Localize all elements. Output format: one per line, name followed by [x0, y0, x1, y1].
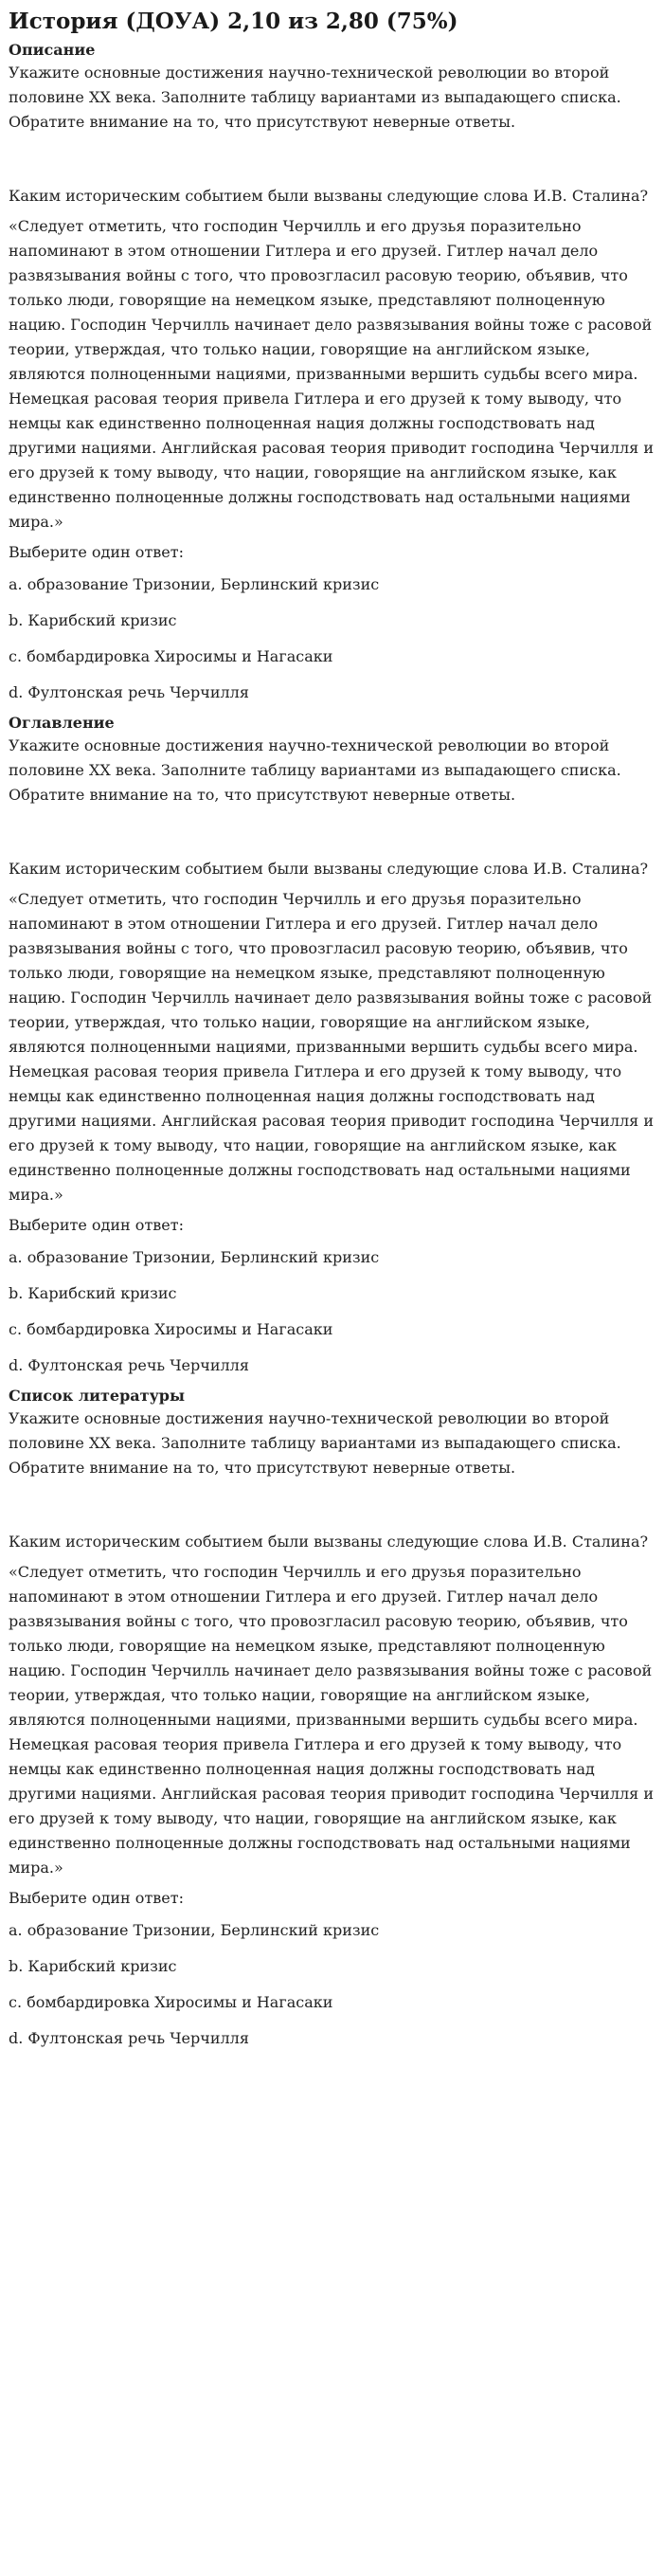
question-text: Каким историческим событием были вызваны следующие слова И.В. Сталина? — [9, 860, 649, 878]
answer-options — [9, 1245, 656, 1378]
quote-text: «Следует отметить, что господин Черчилль и его друзья поразительно напоминают в этом отношении Гитлера и его друзей. Гитлер начал дело развязывания войны с того, что провозгласил расовую теорию, объявив, что только люди, говорящие на немецком языке, представляют полноценную нацию. Господин Черчилль начинает дело развязывания войны тоже с расовой теории, утверждая, что только нации, говорящие на английском языке, являются полноценными нациями, призванными вершить судьбы всего мира. Немецкая расовая теория привела Гитлера и его друзей к тому выводу, что немцы как единственно полноценная нация должны господствовать над другими нациями. Английская расовая теория приводит господина Черчилля и его друзей к тому выводу, что нации, говорящие на английском языке, как единственно полноценные должны господствовать над остальными нациями мира.» — [9, 1563, 654, 1877]
answer-option-c[interactable]: c. бомбардировка Хиросимы и Нагасаки — [9, 647, 333, 665]
spacer — [9, 1480, 656, 1530]
answer-option-a[interactable]: a. образование Тризонии, Берлинский кризис — [9, 1248, 380, 1266]
task-text: Укажите основные достижения научно-технической революции во второй половине XX века. Заполните таблицу вариантами из выпадающего списка. Обратите внимание на то, что присутствуют неверные ответы. — [9, 1409, 621, 1477]
quote-text: «Следует отметить, что господин Черчилль и его друзья поразительно напоминают в этом отношении Гитлера и его друзей. Гитлер начал дело развязывания войны с того, что провозгласил расовую теорию, объявив, что только люди, говорящие на немецком языке, представляют полноценную нацию. Господин Черчилль начинает дело развязывания войны тоже с расовой теории, утверждая, что только нации, говорящие на английском языке, являются полноценными нациями, призванными вершить судьбы всего мира. Немецкая расовая теория привела Гитлера и его друзей к тому выводу, что немцы как единственно полноценная нация должны господствовать над другими нациями. Английская расовая теория приводит господина Черчилля и его друзей к тому выводу, что нации, говорящие на английском языке, как единственно полноценные должны господствовать над остальными нациями мира.» — [9, 890, 654, 1204]
task-text: Укажите основные достижения научно-технической революции во второй половине XX века. Заполните таблицу вариантами из выпадающего списка. Обратите внимание на то, что присутствуют неверные ответы. — [9, 736, 621, 804]
page-title: История (ДОУА) 2,10 из 2,80 (75%) — [9, 9, 458, 34]
spacer — [9, 807, 656, 857]
question-text: Каким историческим событием были вызваны следующие слова И.В. Сталина? — [9, 187, 649, 205]
task-text: Укажите основные достижения научно-технической революции во второй половине XX века. Заполните таблицу вариантами из выпадающего списка. Обратите внимание на то, что присутствуют неверные ответы. — [9, 63, 621, 131]
answer-options — [9, 1918, 656, 2051]
answer-option-a[interactable]: a. образование Тризонии, Берлинский кризис — [9, 1921, 380, 1939]
answer-options — [9, 572, 656, 705]
answer-option-b[interactable]: b. Карибский кризис — [9, 1957, 177, 1975]
answer-option-c[interactable]: c. бомбардировка Хиросимы и Нагасаки — [9, 1993, 333, 2011]
spacer — [9, 135, 656, 184]
section-heading: Описание — [9, 41, 96, 59]
choose-answer-label: Выберите один ответ: — [9, 1216, 185, 1234]
answer-option-d[interactable]: d. Фултонская речь Черчилля — [9, 1356, 249, 1374]
section-contents — [9, 713, 656, 1378]
question-text: Каким историческим событием были вызваны следующие слова И.В. Сталина? — [9, 1533, 649, 1551]
answer-option-b[interactable]: b. Карибский кризис — [9, 611, 177, 629]
section-heading: Оглавление — [9, 714, 115, 732]
quote-text: «Следует отметить, что господин Черчилль и его друзья поразительно напоминают в этом отношении Гитлера и его друзей. Гитлер начал дело развязывания войны с того, что провозгласил расовую теорию, объявив, что только люди, говорящие на немецком языке, представляют полноценную нацию. Господин Черчилль начинает дело развязывания войны тоже с расовой теории, утверждая, что только нации, говорящие на английском языке, являются полноценными нациями, призванными вершить судьбы всего мира. Немецкая расовая теория привела Гитлера и его друзей к тому выводу, что немцы как единственно полноценная нация должны господствовать над другими нациями. Английская расовая теория приводит господина Черчилля и его друзей к тому выводу, что нации, говорящие на английском языке, как единственно полноценные должны господствовать над остальными нациями мира.» — [9, 217, 654, 531]
answer-option-d[interactable]: d. Фултонская речь Черчилля — [9, 2029, 249, 2047]
answer-option-a[interactable]: a. образование Тризонии, Берлинский кризис — [9, 575, 380, 593]
section-description — [9, 40, 656, 705]
choose-answer-label: Выберите один ответ: — [9, 1889, 185, 1907]
choose-answer-label: Выберите один ответ: — [9, 543, 185, 561]
answer-option-b[interactable]: b. Карибский кризис — [9, 1284, 177, 1302]
section-bibliography — [9, 1386, 656, 2051]
answer-option-c[interactable]: c. бомбардировка Хиросимы и Нагасаки — [9, 1320, 333, 1338]
answer-option-d[interactable]: d. Фултонская речь Черчилля — [9, 683, 249, 701]
section-heading: Список литературы — [9, 1387, 186, 1405]
